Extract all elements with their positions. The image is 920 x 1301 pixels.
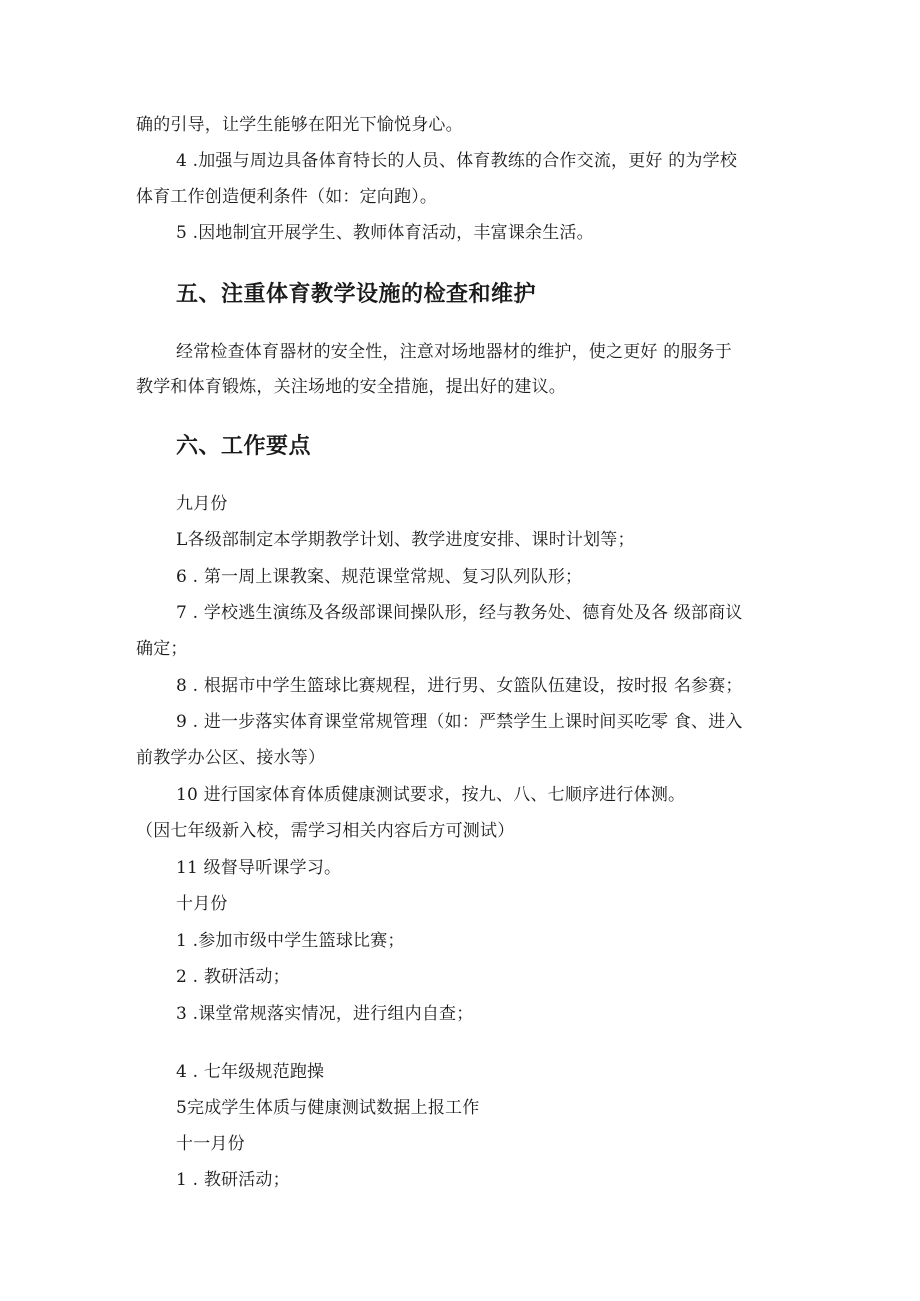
paragraph-line: 教学和体育锻炼，关注场地的安全措施，提出好的建议。 [136,377,566,397]
list-item: 5完成学生体质与健康测试数据上报工作 [176,1098,480,1118]
list-item: 9 . 进一步落实体育课堂常规管理（如：严禁学生上课时间买吃零 食、进入 [176,712,743,732]
paragraph-line: 确定； [136,639,188,659]
list-item: 10 进行国家体育体质健康测试要求，按九、八、七顺序进行体测。 [176,785,686,805]
list-item: 4 . 七年级规范跑操 [176,1062,325,1082]
list-item: 7 . 学校逃生演练及各级部课间操队形，经与教务处、德育处及各 级部商议 [176,603,743,623]
list-item: 5 .因地制宜开展学生、教师体育活动，丰富课余生活。 [176,223,594,243]
list-item: 11 级督导听课学习。 [176,858,342,878]
month-label: 十月份 [176,894,228,914]
month-label: 十一月份 [176,1134,245,1154]
list-item: 3 .课堂常规落实情况，进行组内自查； [176,1004,474,1024]
list-item: 1 .参加市级中学生篮球比赛； [176,931,405,951]
month-label: 九月份 [176,494,228,514]
paragraph-line: （因七年级新入校，需学习相关内容后方可测试） [136,821,515,841]
list-item: 4 .加强与周边具备体育特长的人员、体育教练的合作交流，更好 的为学校 [176,151,738,171]
list-item: 6 . 第一周上课教案、规范课堂常规、复习队列队形； [176,567,583,587]
paragraph-line: 经常检查体育器材的安全性，注意对场地器材的维护，使之更好 的服务于 [176,342,733,362]
paragraph-line: 确的引导，让学生能够在阳光下愉悦身心。 [136,115,463,135]
paragraph-line: 体育工作创造便利条件（如：定向跑）。 [136,187,438,207]
list-item: 1 . 教研活动； [176,1170,290,1190]
list-item: L各级部制定本学期教学计划、教学进度安排、课时计划等； [176,530,635,550]
list-item: 2 . 教研活动； [176,967,290,987]
list-item: 8 . 根据市中学生篮球比赛规程，进行男、女篮队伍建设，按时报 名参赛； [176,676,743,696]
paragraph-line: 前教学办公区、接水等） [136,748,326,768]
section-heading: 六、工作要点 [176,434,312,459]
section-heading: 五、注重体育教学设施的检查和维护 [176,282,537,307]
